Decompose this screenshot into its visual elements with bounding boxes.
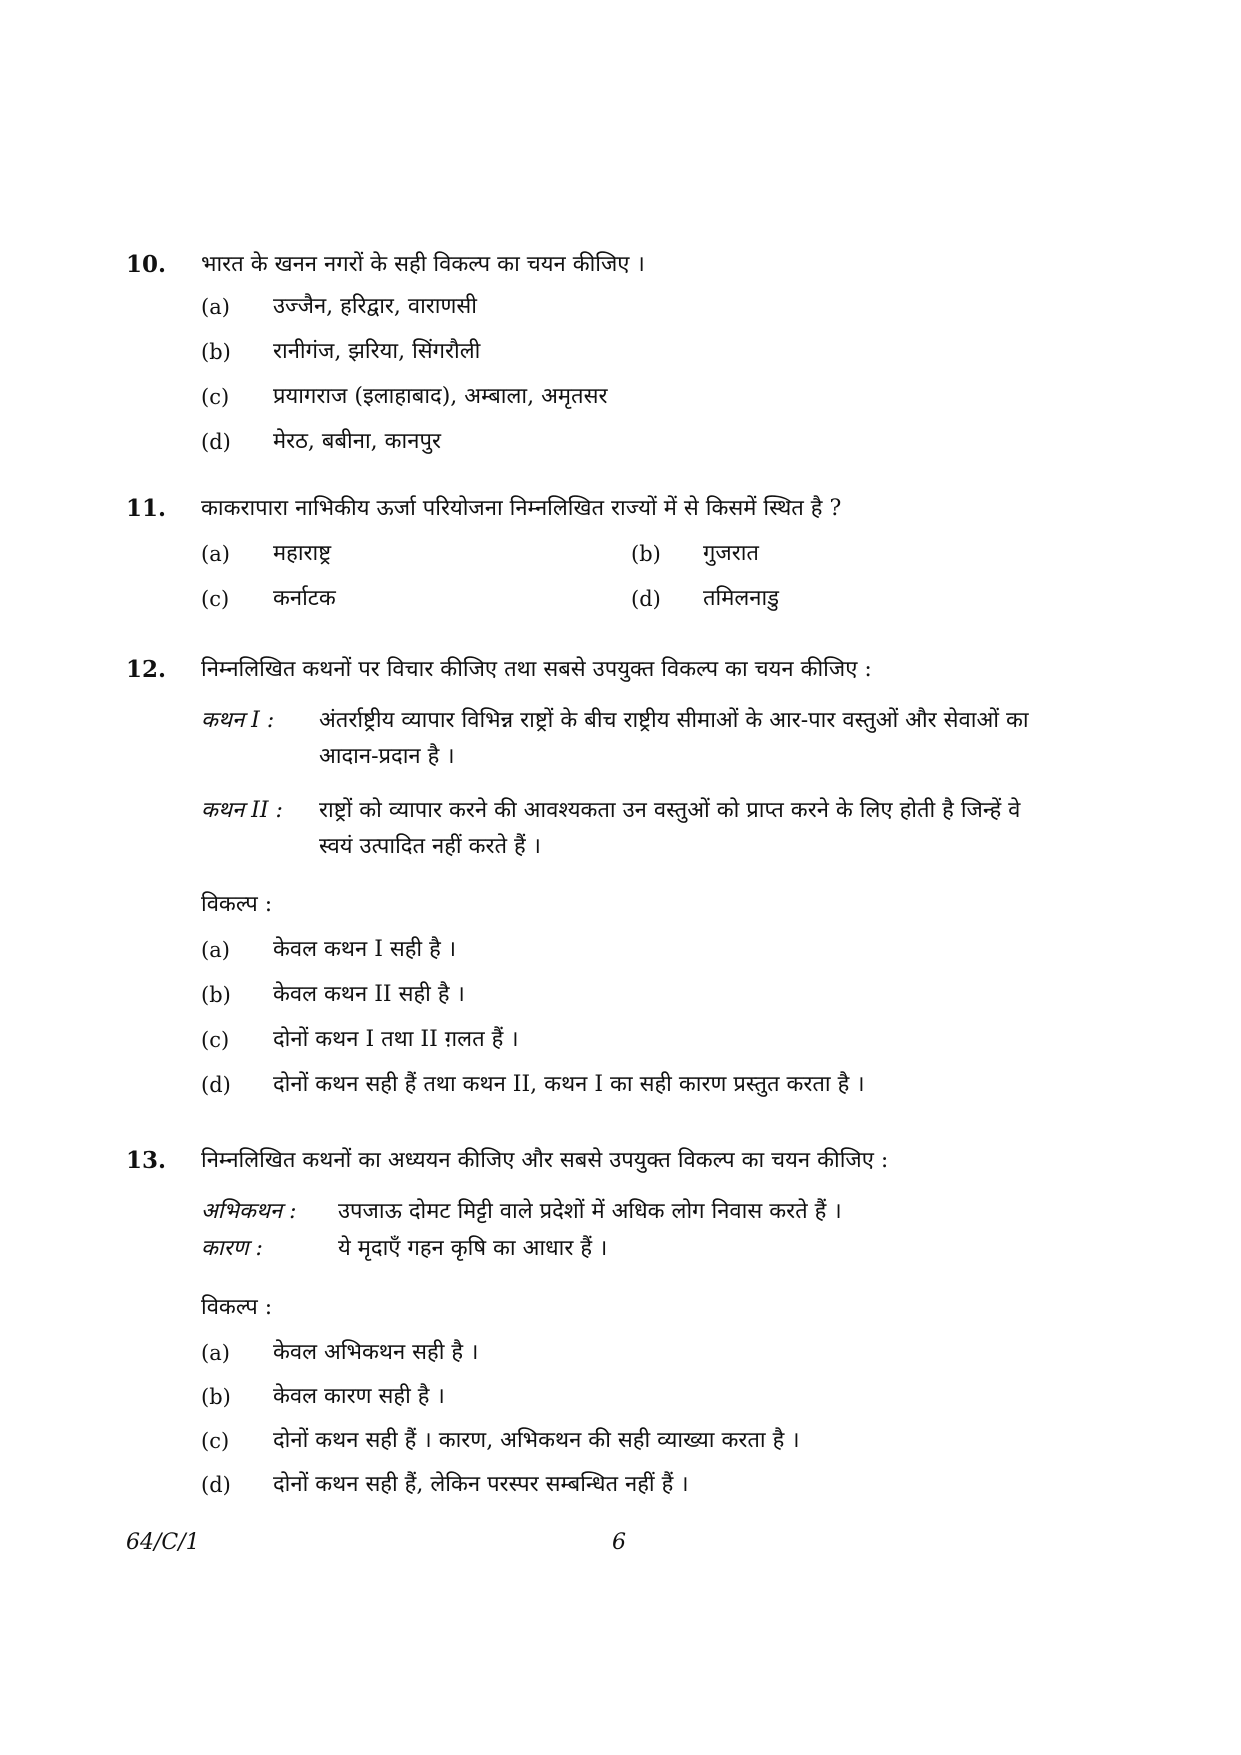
statement-text: ये मृदाएँ गहन कृषि का आधार हैं । (338, 1236, 608, 1261)
question-text: भारत के खनन नगरों के सही विकल्प का चयन कीजिए । (201, 252, 645, 277)
option-label: (b) (201, 983, 231, 1007)
option-text: मेरठ, बबीना, कानपुर (273, 429, 441, 454)
option-label: (d) (201, 430, 231, 454)
question-text: निम्नलिखित कथनों का अध्ययन कीजिए और सबसे उपयुक्त विकल्प का चयन कीजिए : (201, 1148, 889, 1173)
option-label: (d) (631, 587, 661, 611)
statement-label: कथन II : (201, 798, 283, 823)
statement-label: कथन I : (201, 708, 275, 733)
option-label: (d) (201, 1473, 231, 1497)
option-label: (b) (201, 340, 231, 364)
question-number: 13. (126, 1147, 167, 1174)
options-heading: विकल्प : (201, 892, 273, 917)
option-label: (b) (631, 542, 661, 566)
option-label: (a) (201, 542, 230, 566)
option-text: गुजरात (703, 541, 759, 566)
option-text: केवल कथन II सही है । (273, 982, 465, 1007)
statement-label: कारण : (201, 1236, 263, 1261)
statement-label: अभिकथन : (201, 1199, 297, 1224)
question-text: निम्नलिखित कथनों पर विचार कीजिए तथा सबसे उपयुक्त विकल्प का चयन कीजिए : (201, 657, 872, 682)
option-text: रानीगंज, झरिया, सिंगरौली (273, 339, 481, 364)
question-text: काकरापारा नाभिकीय ऊर्जा परियोजना निम्नलिखित राज्यों में से किसमें स्थित है ? (201, 496, 842, 521)
option-label: (c) (201, 385, 230, 409)
option-text: केवल कथन I सही है । (273, 937, 457, 962)
statement-text: उपजाऊ दोमट मिट्टी वाले प्रदेशों में अधिक लोग निवास करते हैं । (338, 1199, 842, 1224)
option-label: (c) (201, 1429, 230, 1453)
option-text: केवल अभिकथन सही है । (273, 1340, 479, 1365)
option-label: (c) (201, 1028, 230, 1052)
option-text: महाराष्ट्र (273, 541, 332, 566)
paper-code: 64/C/1 (126, 1530, 200, 1555)
option-label: (c) (201, 587, 230, 611)
option-label: (a) (201, 295, 230, 319)
option-text: प्रयागराज (इलाहाबाद), अम्बाला, अमृतसर (273, 384, 608, 409)
option-label: (a) (201, 1341, 230, 1365)
statement-text: अंतर्राष्ट्रीय व्यापार विभिन्न राष्ट्रों के बीच राष्ट्रीय सीमाओं के आर-पार वस्तुओं और सेवाओं का आदान-प्रदान है । (319, 708, 1029, 769)
option-text: उज्जैन, हरिद्वार, वाराणसी (273, 294, 477, 319)
page-number: 6 (612, 1530, 626, 1555)
option-text: दोनों कथन I तथा II ग़लत हैं । (273, 1027, 519, 1052)
option-text: दोनों कथन सही हैं, लेकिन परस्पर सम्बन्धित नहीं हैं । (273, 1472, 689, 1497)
statement-text: राष्ट्रों को व्यापार करने की आवश्यकता उन वस्तुओं को प्राप्त करने के लिए होती है जिन्हें वे स्वयं उत्पादित नहीं करते हैं । (319, 798, 1021, 859)
option-label: (a) (201, 938, 230, 962)
option-label: (b) (201, 1385, 231, 1409)
option-text: केवल कारण सही है । (273, 1384, 445, 1409)
question-number: 12. (126, 656, 167, 683)
question-number: 11. (126, 495, 167, 522)
option-text: तमिलनाडु (703, 586, 779, 611)
options-heading: विकल्प : (201, 1295, 273, 1320)
option-text: दोनों कथन सही हैं तथा कथन II, कथन I का सही कारण प्रस्तुत करता है । (273, 1072, 865, 1097)
option-text: दोनों कथन सही हैं । कारण, अभिकथन की सही व्याख्या करता है । (273, 1428, 800, 1453)
option-text: कर्नाटक (273, 586, 336, 611)
option-label: (d) (201, 1073, 231, 1097)
question-number: 10. (126, 251, 167, 278)
